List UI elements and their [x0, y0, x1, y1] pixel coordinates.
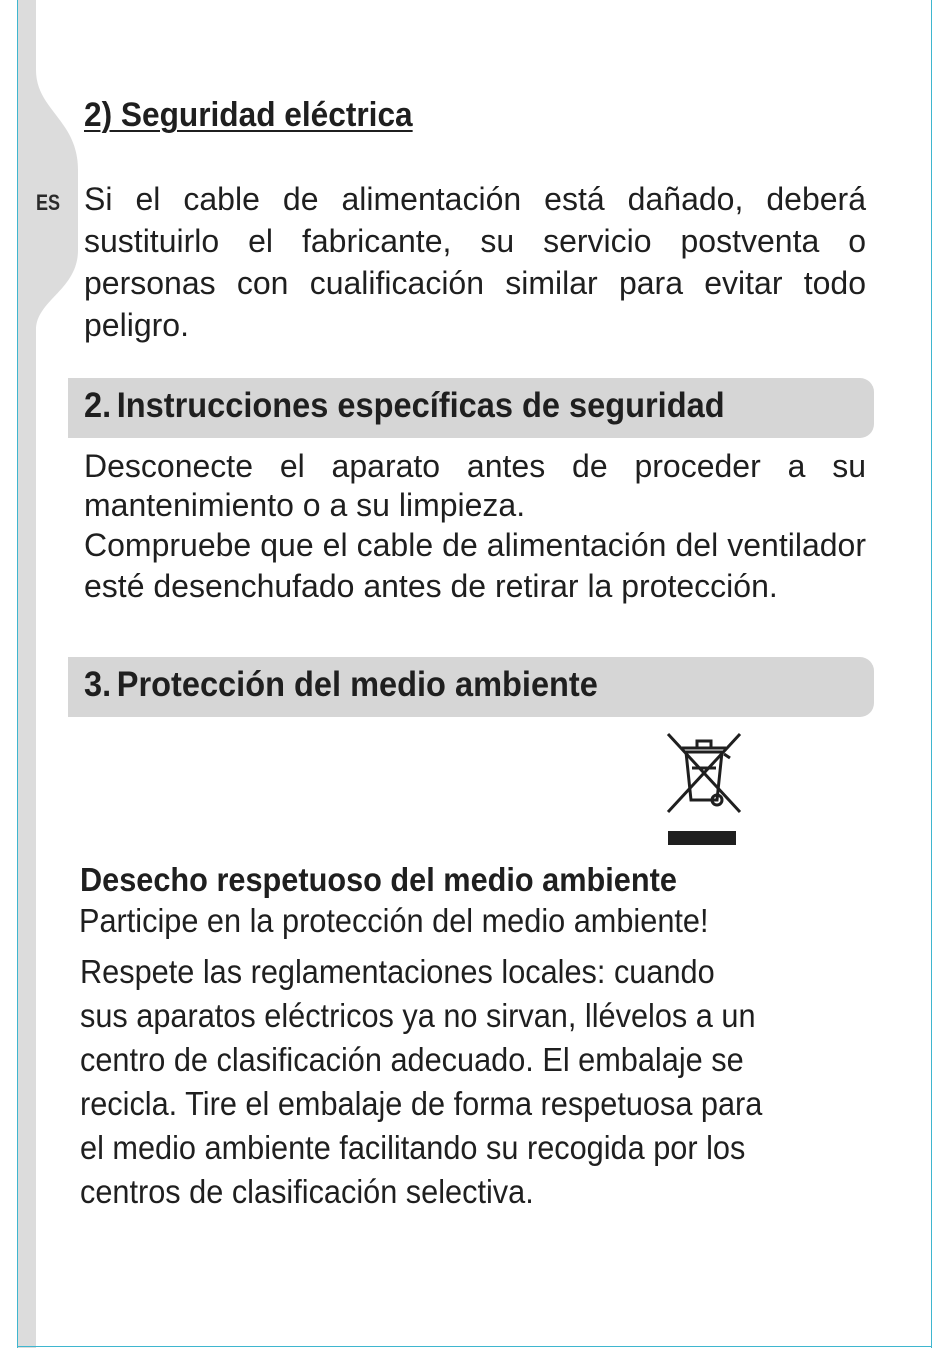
left-edge-line: [17, 0, 18, 1348]
disposal-heading: Desecho respetuoso del medio ambiente: [80, 861, 677, 898]
disposal-line: recicla. Tire el embalaje de forma respetuosa para: [80, 1085, 763, 1122]
section-3-title-text: Protección del medio ambiente: [116, 665, 598, 704]
disposal-line: el medio ambiente facilitando su recogida por los: [80, 1129, 746, 1166]
section-2-title-text: Instrucciones específicas de seguridad: [116, 386, 725, 425]
instructions-paragraph-1: Desconecte el aparato antes de proceder a su mantenimiento o a su limpieza.: [84, 448, 866, 523]
disposal-intro: Participe en la protección del medio ambiente!: [79, 902, 709, 939]
section-3-title: [84, 665, 598, 705]
instructions-paragraph-2: Compruebe que el cable de alimentación del ventilador esté desenchufado antes de retirar la protección.: [84, 527, 866, 604]
section-2-band: [68, 378, 874, 438]
side-strip: [18, 0, 36, 1348]
section-2-number: 2.: [84, 386, 112, 425]
right-edge-line: [931, 0, 932, 1348]
bottom-edge-line: [17, 1346, 932, 1347]
disposal-line: centro de clasificación adecuado. El embalaje se: [80, 1041, 744, 1078]
crossed-out-wheelie-bin-icon: [664, 730, 744, 850]
section-3-number: 3.: [84, 665, 112, 704]
disposal-text: [80, 950, 880, 1214]
section-3-band: [68, 657, 874, 717]
disposal-line: Respete las reglamentaciones locales: cuando: [80, 953, 715, 990]
disposal-line: centros de clasificación selectiva.: [80, 1173, 534, 1210]
language-label: ES: [36, 190, 61, 215]
electrical-safety-text: Si el cable de alimentación está dañado, deberá sustituirlo el fabricante, su servicio postventa o personas con cualificación similar para evitar todo peligro.: [84, 181, 866, 343]
section-2-title: [84, 386, 725, 426]
disposal-line: sus aparatos eléctricos ya no sirvan, llévelos a un: [80, 997, 756, 1034]
electrical-safety-heading: 2) Seguridad eléctrica: [84, 96, 413, 134]
